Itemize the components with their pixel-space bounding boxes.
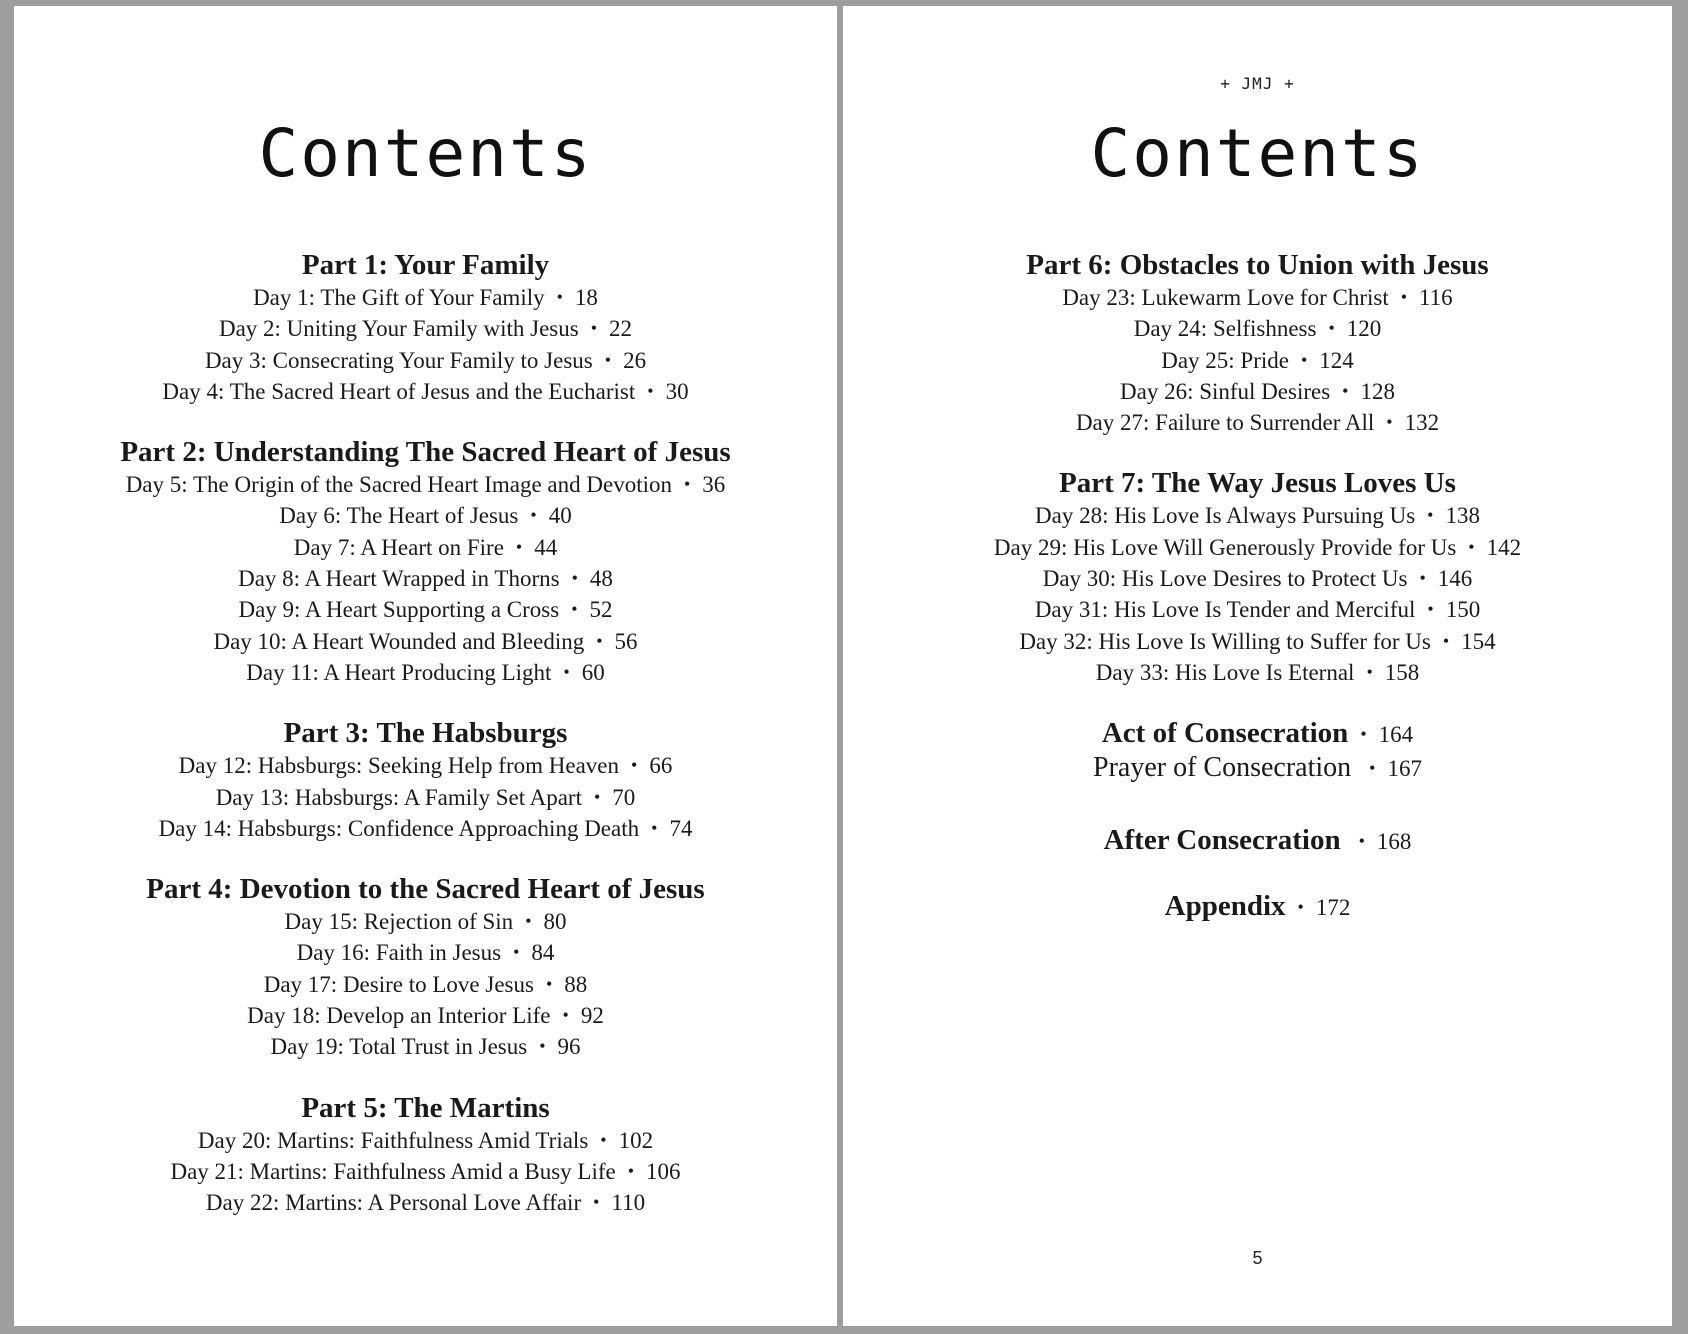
bullet-separator: •	[596, 630, 603, 651]
page-ref: 102	[618, 1127, 654, 1153]
toc-after-consecration[interactable]	[843, 823, 1672, 857]
bullet-separator: •	[513, 942, 520, 963]
page-ref: 110	[611, 1190, 646, 1216]
bullet-separator: •	[1366, 661, 1373, 682]
toc-entry[interactable]	[14, 563, 837, 594]
toc-prayer-of-consecration[interactable]	[843, 750, 1672, 787]
toc-part	[14, 435, 837, 688]
part-title[interactable]: Part 4: Devotion to the Sacred Heart of Jesus	[146, 873, 705, 906]
page-ref: 168	[1376, 829, 1412, 855]
page-ref: 92	[580, 1003, 604, 1029]
page-ref: 88	[564, 971, 588, 997]
toc-entry[interactable]	[14, 813, 837, 844]
toc-entry[interactable]	[843, 500, 1672, 531]
bullet-separator: •	[556, 287, 563, 307]
page-ref: 66	[649, 753, 673, 779]
entry-label: Day 20: Martins: Faithfulness Amid Trials	[197, 1127, 589, 1153]
page-header: + JMJ +	[1220, 74, 1295, 93]
toc-entry[interactable]	[14, 376, 837, 407]
toc-entry[interactable]	[14, 657, 837, 688]
section-title: Prayer of Consecration	[1093, 752, 1352, 784]
bullet-separator: •	[1468, 536, 1475, 557]
section-title: After Consecration	[1103, 824, 1341, 857]
toc-part	[14, 716, 837, 844]
part-title[interactable]: Part 5: The Martins	[301, 1091, 550, 1124]
toc-entry[interactable]	[14, 532, 837, 563]
entry-label: Day 1: The Gift of Your Family	[253, 285, 545, 310]
page-ref: 96	[557, 1034, 581, 1060]
table-of-contents	[843, 248, 1672, 923]
entry-label: Day 2: Uniting Your Family with Jesus	[218, 316, 579, 342]
bullet-separator: •	[571, 599, 578, 620]
part-title[interactable]: Part 7: The Way Jesus Loves Us	[1059, 467, 1456, 500]
part-title[interactable]: Part 2: Understanding The Sacred Heart of Jesus	[120, 436, 731, 469]
toc-entry[interactable]	[14, 750, 837, 781]
bullet-separator: •	[1419, 568, 1426, 589]
page-ref: 60	[581, 659, 605, 685]
toc-entry[interactable]	[14, 1125, 837, 1156]
bullet-separator: •	[571, 568, 578, 589]
table-of-contents	[14, 248, 837, 1247]
toc-entry[interactable]	[14, 282, 837, 313]
page-ref: 84	[531, 940, 555, 966]
page-ref: 142	[1486, 534, 1522, 560]
page-ref: 70	[612, 784, 636, 810]
page-ref: 116	[1419, 285, 1453, 310]
toc-entry[interactable]	[14, 906, 837, 937]
entry-label: Day 31: His Love Is Tender and Merciful	[1034, 597, 1416, 623]
entry-label: Day 33: His Love Is Eternal	[1095, 659, 1355, 685]
bullet-separator: •	[563, 661, 570, 682]
page-ref: 132	[1404, 410, 1440, 436]
page-ref: 18	[574, 285, 598, 310]
toc-appendix[interactable]	[843, 889, 1672, 923]
bullet-separator: •	[1427, 599, 1434, 620]
toc-entry[interactable]	[14, 1156, 837, 1187]
bullet-separator: •	[545, 973, 553, 994]
bullet-separator: •	[604, 349, 612, 370]
part-title[interactable]: Part 3: The Habsburgs	[283, 717, 568, 750]
toc-entry[interactable]	[843, 282, 1672, 313]
part-title[interactable]: Part 1: Your Family	[301, 249, 550, 281]
toc-parts	[843, 248, 1672, 688]
bullet-separator: •	[530, 505, 537, 526]
page-ref: 146	[1437, 566, 1473, 592]
toc-entry[interactable]	[843, 345, 1672, 376]
bullet-separator: •	[1386, 412, 1393, 433]
entry-label: Day 19: Total Trust in Jesus	[270, 1034, 528, 1060]
entry-label: Day 4: The Sacred Heart of Jesus and the Eucharist	[162, 378, 636, 404]
toc-entry[interactable]	[843, 532, 1672, 563]
entry-label: Day 5: The Origin of the Sacred Heart Image and Devotion	[125, 472, 672, 498]
bullet-separator: •	[1360, 724, 1367, 745]
toc-part	[14, 872, 837, 1062]
bullet-separator: •	[627, 1160, 635, 1181]
page-ref: 172	[1315, 895, 1351, 921]
left-page	[14, 6, 837, 1326]
toc-entry[interactable]	[843, 626, 1672, 657]
entry-label: Day 28: His Love Is Always Pursuing Us	[1035, 503, 1416, 529]
toc-entry[interactable]	[14, 1000, 837, 1031]
page-ref: 150	[1445, 597, 1481, 623]
entry-label: Day 11: A Heart Producing Light	[246, 659, 552, 685]
bullet-separator: •	[1442, 630, 1450, 651]
section-title: Act of Consecration	[1101, 717, 1349, 750]
page-number: 5	[1252, 1248, 1263, 1268]
bullet-separator: •	[593, 1192, 600, 1213]
section-title: Appendix	[1164, 890, 1286, 923]
toc-entry[interactable]	[14, 937, 837, 968]
entry-label: Day 9: A Heart Supporting a Cross	[238, 597, 560, 623]
page-ref: 167	[1387, 756, 1422, 782]
entry-label: Day 16: Faith in Jesus	[296, 940, 502, 966]
toc-part	[14, 248, 837, 407]
entry-label: Day 23: Lukewarm Love for Christ	[1062, 285, 1389, 310]
bullet-separator: •	[515, 536, 523, 557]
bullet-separator: •	[590, 318, 598, 339]
bullet-separator: •	[1369, 758, 1376, 779]
entry-label: Day 14: Habsburgs: Confidence Approaching Death	[158, 815, 640, 841]
toc-entry[interactable]	[14, 969, 837, 1000]
entry-label: Day 27: Failure to Surrender All	[1075, 410, 1375, 436]
page-ref: 154	[1461, 628, 1496, 654]
entry-label: Day 21: Martins: Faithfulness Amid a Busy Life	[170, 1158, 616, 1184]
bullet-separator: •	[1358, 831, 1365, 852]
bullet-separator: •	[651, 817, 658, 838]
book-spread	[6, 6, 1680, 1326]
toc-entry[interactable]	[14, 313, 837, 344]
bullet-separator: •	[1300, 349, 1308, 370]
bullet-separator: •	[593, 786, 601, 807]
page-ref: 80	[543, 909, 567, 935]
page-ref: 56	[614, 628, 638, 654]
bullet-separator: •	[1427, 505, 1434, 526]
entry-label: Day 7: A Heart on Fire	[293, 534, 504, 560]
part-title[interactable]: Part 6: Obstacles to Union with Jesus	[1026, 249, 1489, 281]
entry-label: Day 12: Habsburgs: Seeking Help from Heaven	[178, 753, 619, 779]
toc-entry[interactable]	[843, 376, 1672, 407]
bullet-separator: •	[562, 1005, 569, 1026]
page-ref: 30	[665, 378, 689, 404]
entry-label: Day 18: Develop an Interior Life	[247, 1003, 551, 1029]
page-ref: 138	[1445, 503, 1480, 529]
entry-label: Day 10: A Heart Wounded and Bleeding	[213, 628, 585, 654]
entry-label: Day 24: Selfishness	[1133, 316, 1317, 342]
entry-label: Day 32: His Love Is Willing to Suffer for Us	[1019, 628, 1431, 654]
toc-entry[interactable]	[843, 594, 1672, 625]
entry-label: Day 8: A Heart Wrapped in Thorns	[238, 566, 560, 592]
toc-entry[interactable]	[843, 313, 1672, 344]
bullet-separator: •	[539, 1036, 546, 1057]
bullet-separator: •	[683, 474, 691, 495]
page-title: Contents	[258, 115, 593, 192]
bullet-separator: •	[1400, 287, 1408, 307]
toc-entry[interactable]	[14, 1031, 837, 1062]
bullet-separator: •	[1328, 318, 1335, 339]
entry-label: Day 30: His Love Desires to Protect Us	[1042, 566, 1408, 592]
bullet-separator: •	[647, 380, 654, 401]
page-ref: 48	[589, 566, 613, 592]
bullet-separator: •	[1297, 897, 1304, 918]
right-page	[843, 6, 1672, 1326]
bullet-separator: •	[1342, 380, 1349, 401]
bullet-separator: •	[525, 911, 532, 932]
page-ref: 120	[1346, 316, 1382, 342]
page-ref: 36	[702, 472, 726, 498]
page-ref: 26	[623, 347, 647, 373]
toc-entry[interactable]	[14, 1187, 837, 1218]
toc-entry[interactable]	[14, 594, 837, 625]
entry-label: Day 17: Desire to Love Jesus	[263, 971, 534, 997]
toc-entry[interactable]	[14, 782, 837, 813]
entry-label: Day 6: The Heart of Jesus	[279, 503, 519, 529]
page-ref: 128	[1360, 378, 1395, 404]
page-ref: 124	[1319, 347, 1354, 373]
toc-entry[interactable]	[14, 626, 837, 657]
entry-label: Day 26: Sinful Desires	[1120, 378, 1331, 404]
toc-entry[interactable]	[14, 469, 837, 500]
page-ref: 74	[669, 815, 693, 841]
page-ref: 52	[589, 597, 613, 623]
toc-entry[interactable]	[14, 500, 837, 531]
bullet-separator: •	[631, 755, 638, 776]
page-ref: 22	[609, 316, 633, 342]
entry-label: Day 3: Consecrating Your Family to Jesus	[204, 347, 593, 373]
toc-entry[interactable]	[843, 657, 1672, 688]
page-title: Contents	[1090, 115, 1425, 192]
entry-label: Day 13: Habsburgs: A Family Set Apart	[215, 784, 582, 810]
entry-label: Day 29: His Love Will Generously Provide for Us	[993, 534, 1457, 560]
entry-label: Day 22: Martins: A Personal Love Affair	[205, 1190, 582, 1216]
bullet-separator: •	[600, 1129, 607, 1150]
toc-part	[843, 466, 1672, 688]
page-ref: 44	[534, 534, 558, 560]
page-ref: 40	[548, 503, 572, 529]
entry-label: Day 25: Pride	[1161, 347, 1289, 373]
toc-act-of-consecration[interactable]	[843, 716, 1672, 750]
toc-part	[14, 1091, 837, 1219]
toc-entry[interactable]	[843, 407, 1672, 438]
toc-part	[843, 248, 1672, 438]
page-ref: 106	[646, 1158, 681, 1184]
toc-entry[interactable]	[14, 345, 837, 376]
toc-entry[interactable]	[843, 563, 1672, 594]
entry-label: Day 15: Rejection of Sin	[284, 909, 514, 935]
page-ref: 164	[1378, 722, 1414, 748]
page-ref: 158	[1384, 659, 1420, 685]
